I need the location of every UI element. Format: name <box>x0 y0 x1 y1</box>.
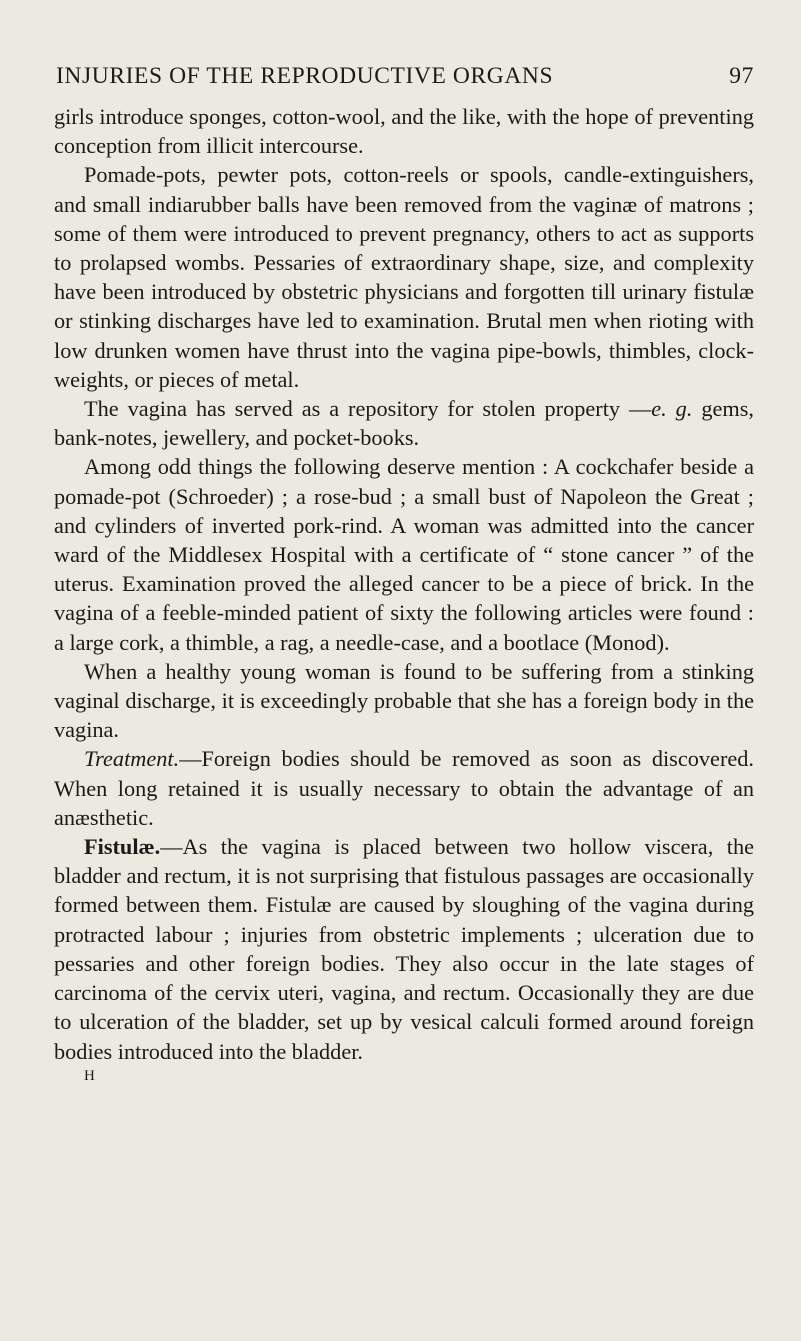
running-title: INJURIES OF THE REPRODUCTIVE ORGANS <box>56 63 554 89</box>
paragraph-3-rest: gems, bank-notes, jewellery, and pocket-books. <box>54 396 754 451</box>
paragraph-3-eg: e. g. <box>651 396 693 422</box>
page-number: 97 <box>729 63 754 89</box>
paragraph-3 <box>54 394 754 452</box>
paragraph-4: Among odd things the following deserve mention : A cockchafer beside a pomade-pot (Schroeder) ; a rose-bud ; a small bust of Napoleon the Great ; and cylinders of inverted pork-rind. A woman was admitted into the cancer ward of the Middlesex Hospital with a certificate of “ stone cancer ” of the uterus. Examination proved the alleged cancer to be a piece of brick. In the vagina of a feeble-minded patient of sixty the following articles were found : a large cork, a thimble, a rag, a needle-case, and a bootlace (Monod). <box>54 454 754 655</box>
running-header <box>54 62 754 90</box>
paragraph-6 <box>54 744 754 832</box>
fistulae-heading: Fistulæ. <box>84 834 161 860</box>
paragraph-3-lead: The vagina has served as a repository for stolen property — <box>84 396 652 422</box>
paragraph-5: When a healthy young woman is found to be suffering from a stinking vaginal discharge, it is exceedingly probable that she has a foreign body in the vagina. <box>54 658 754 743</box>
paragraph-7-rest: —As the vagina is placed between two hollow viscera, the bladder and rectum, it is not surprising that fistulous passages are occasionally formed between them. Fistulæ are caused by sloughing of the vagina during protracted labour ; injuries from obstetric implements ; ulceration due to pessaries and other foreign bodies. They also occur in the late stages of carcinoma of the cervix uteri, vagina, and rectum. Occasionally they are due to ulceration of the bladder, set up by vesical calculi formed around foreign bodies introduced into the bladder. <box>54 834 754 1064</box>
page-content <box>54 62 754 1085</box>
treatment-heading: Treatment. <box>84 746 180 772</box>
body-text <box>54 102 754 1066</box>
signature-mark: H <box>84 1067 96 1084</box>
paragraph-1: girls introduce sponges, cotton-wool, and the like, with the hope of preventing conception from illicit intercourse. <box>54 104 754 159</box>
paragraph-2: Pomade-pots, pewter pots, cotton-reels or spools, candle-extinguishers, and small indiarubber balls have been removed from the vaginæ of matrons ; some of them were introduced to prevent pregnancy, others to act as supports to prolapsed wombs. Pessaries of extraordinary shape, size, and complexity have been introduced by obstetric physicians and forgotten till urinary fistulæ or stinking discharges have led to examination. Brutal men when rioting with low drunken women have thrust into the vagina pipe-bowls, thimbles, clock-weights, or pieces of metal. <box>54 162 754 392</box>
paragraph-7 <box>54 832 754 1066</box>
paragraph-6-rest: —Foreign bodies should be removed as soon as discovered. When long retained it is usually necessary to obtain the advantage of an anæsthetic. <box>54 746 754 830</box>
